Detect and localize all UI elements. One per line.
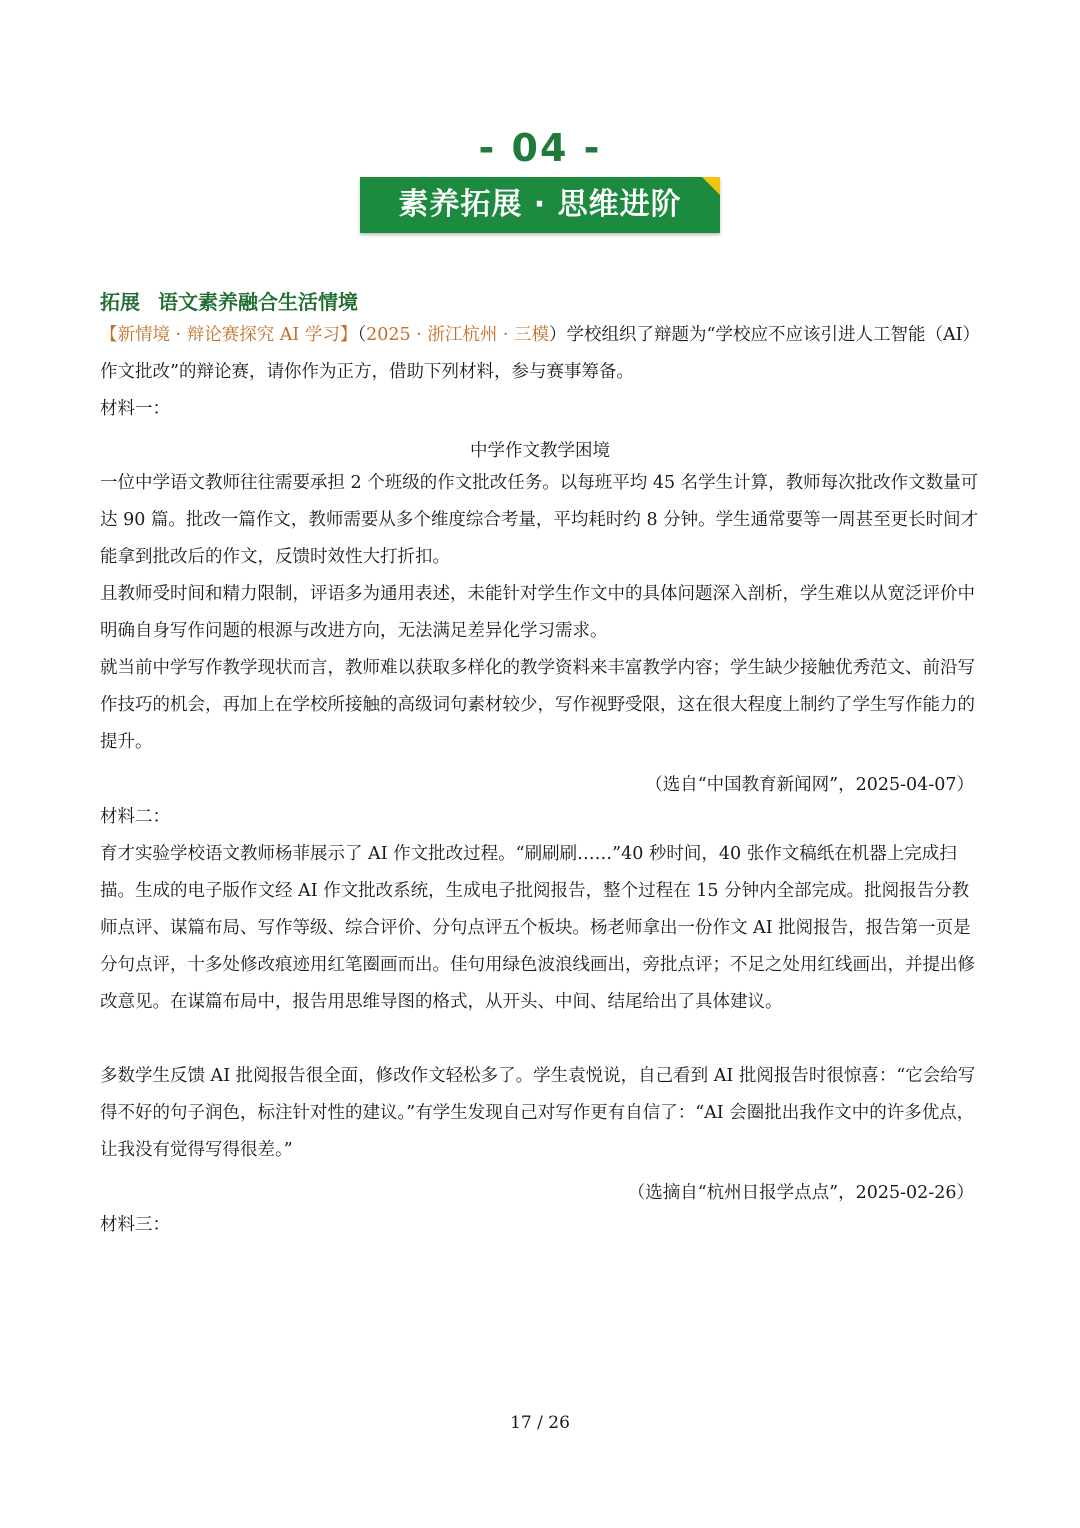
question-source: 2025 · 浙江杭州 · 三模 [366, 325, 550, 345]
material2-paragraph-1: 育才实验学校语文教师杨菲展示了 AI 作文批改过程。“刷刷刷……”40 秒时间，40 张作文稿纸在机器上完成扫描。生成的电子版作文经 AI 作文批改系统，生成电子批阅报告，整个过程在 15 分钟内全部完成。批阅报告分教师点评、谋篇布局、写作等级、综合评价、分句点评五个板块。杨老师拿出一份作文 AI 批阅报告，报告第一页是分句点评，十多处修改痕迹用红笔圈画而出。佳句用绿色波浪线画出，旁批点评；不足之处用红线画出，并提出修改意见。在谋篇布局中，报告用思维导图的格式，从开头、中间、结尾给出了具体建议。 [100, 844, 975, 1012]
material1-paragraph-2: 且教师受时间和精力限制，评语多为通用表述，未能针对学生作文中的具体问题深入剖析，学生难以从宽泛评价中明确自身写作问题的根源与改进方向，无法满足差异化学习需求。 [100, 584, 975, 641]
material1-source: （选自“中国教育新闻网”，2025-04-07） [645, 775, 974, 795]
intro-text: 学校组织了辩题为“学校应不应该引进人工智能（AI）作文批改”的辩论赛，请你作为正方，借助下列材料，参与赛事筹备。 [100, 325, 981, 382]
extension-heading [100, 286, 358, 315]
heading-label: 拓展 [100, 290, 140, 314]
banner-title: 素养拓展 · 思维进阶 [398, 187, 682, 222]
material2-paragraph-2: 多数学生反馈 AI 批阅报告很全面，修改作文轻松多了。学生袁悦说，自己看到 AI 批阅报告时很惊喜：“它会给写得不好的句子润色，标注针对性的建议。”有学生发现自己对写作更有自信了：“AI 会圈批出我作文中的许多优点，让我没有觉得写得很差。” [100, 1066, 976, 1160]
material3-label: 材料三： [100, 1215, 170, 1235]
heading-title: 语文素养融合生活情境 [158, 290, 358, 314]
material1-paragraph-3: 就当前中学写作教学现状而言，教师难以获取多样化的教学资料来丰富教学内容；学生缺少接触优秀范文、前沿写作技巧的机会，再加上在学校所接触的高级词句素材较少，写作视野受限，这在很大程度上制约了学生写作能力的提升。 [100, 658, 975, 752]
section-banner [360, 177, 720, 233]
material2-label: 材料二： [100, 807, 170, 827]
material1-label: 材料一： [100, 399, 170, 419]
page-number: 17 / 26 [510, 1413, 570, 1433]
section-number: - 04 - [478, 126, 602, 170]
intro-paragraph: 【新情境 · 辩论赛探究 AI 学习】（2025 · 浙江杭州 · 三模）学校组织了辩题为“学校应不应该引进人工智能（AI）作文批改”的辩论赛，请你作为正方，借助下列材料，参与赛事筹备。 [100, 325, 981, 382]
question-tag: 【新情境 · 辩论赛探究 AI 学习】 [100, 325, 358, 345]
material1-paragraph-1: 一位中学语文教师往往需要承担 2 个班级的作文批改任务。以每班平均 45 名学生计算，教师每次批改作文数量可达 90 篇。批改一篇作文，教师需要从多个维度综合考量，平均耗时约 8 分钟。学生通常要等一周甚至更长时间才能拿到批改后的作文，反馈时效性大打折扣。 [100, 473, 979, 567]
material1-title: 中学作文教学困境 [470, 441, 610, 461]
material2-source: （选摘自“杭州日报学点点”，2025-02-26） [627, 1183, 974, 1203]
